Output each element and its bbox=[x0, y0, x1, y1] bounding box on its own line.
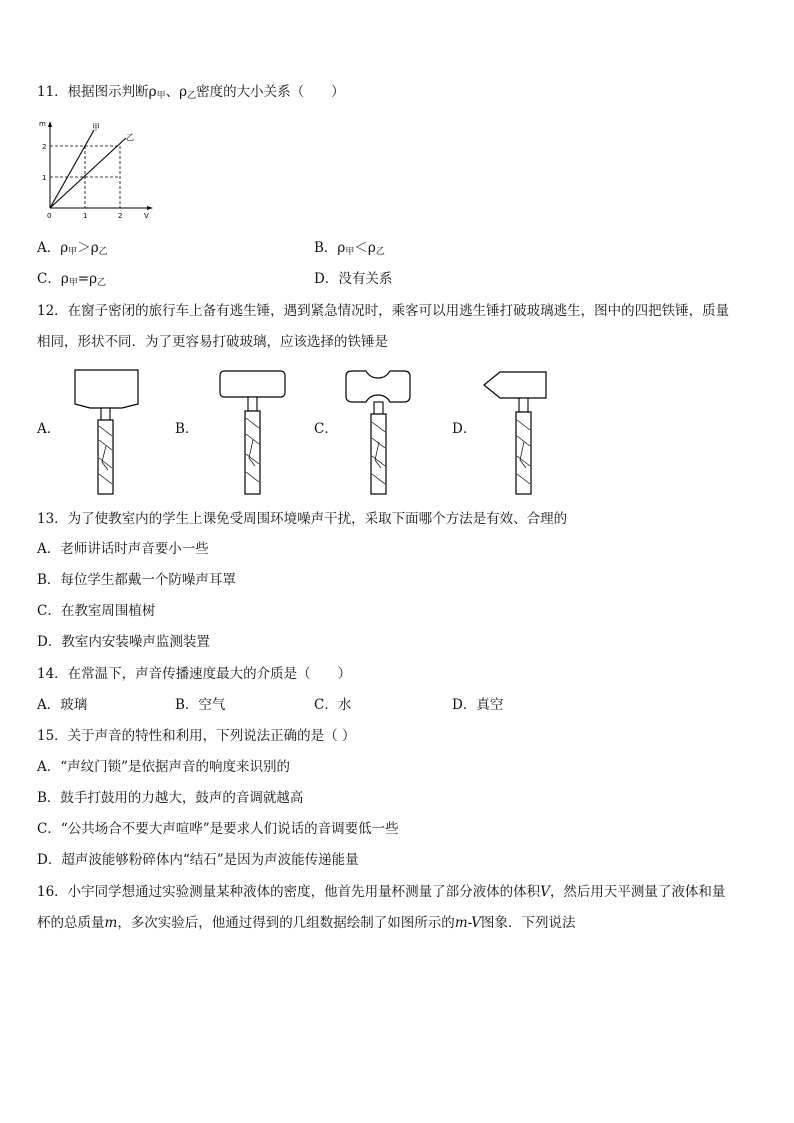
line-label-yi: 乙 bbox=[126, 133, 134, 142]
line-yi bbox=[50, 138, 126, 208]
x-axis-label: V bbox=[144, 212, 149, 220]
q14-stem: 14．在常温下，声音传播速度最大的介质是（ ） bbox=[37, 666, 352, 682]
y-tick: 1 bbox=[42, 174, 47, 182]
line-jia bbox=[50, 130, 94, 208]
q16-stem-line2 bbox=[37, 914, 575, 932]
q16-stem-line1 bbox=[37, 883, 725, 901]
q15-stem: 15．关于声音的特性和利用，下列说法正确的是（ ） bbox=[37, 728, 356, 744]
x-tick: 1 bbox=[83, 212, 88, 220]
option-text: A．ρ bbox=[37, 240, 69, 256]
q11-stem-part: 11．根据图示判断ρ bbox=[37, 84, 157, 100]
q12-stem-line2: 相同，形状不同．为了更容易打破玻璃，应该选择的铁锤是 bbox=[37, 334, 388, 350]
q16-var: m-V bbox=[454, 915, 481, 931]
x-tick: 0 bbox=[47, 212, 52, 220]
q13-option-d[interactable]: D．教室内安装噪声监测装置 bbox=[37, 634, 210, 650]
q11-option-b[interactable] bbox=[314, 239, 385, 261]
q16-text: 图象．下列说法 bbox=[480, 915, 576, 931]
hammer-b-image bbox=[206, 366, 286, 498]
q12-option-c-label[interactable]: C． bbox=[314, 421, 338, 437]
option-sub: 乙 bbox=[98, 247, 108, 257]
q11-option-a[interactable] bbox=[37, 239, 108, 261]
q16-text: 16．小宇同学想通过实验测量某种液体的密度，他首先用量杯测量了部分液体的体积 bbox=[37, 884, 541, 900]
q16-var: V bbox=[540, 884, 550, 900]
q12-option-d-label[interactable]: D． bbox=[452, 421, 477, 437]
option-text: B．ρ bbox=[314, 240, 346, 256]
q11-stem bbox=[37, 83, 345, 105]
option-text: D．没有关系 bbox=[314, 271, 393, 287]
option-text: =ρ bbox=[77, 271, 98, 287]
q11-option-c[interactable] bbox=[37, 270, 106, 292]
q12-option-a-label[interactable]: A． bbox=[37, 421, 61, 437]
q16-var: m bbox=[104, 915, 118, 931]
option-text: C．ρ bbox=[37, 271, 69, 287]
q14-option-d[interactable]: D．真空 bbox=[452, 697, 504, 713]
q12-stem-line1: 12．在窗子密闭的旅行车上备有逃生锤，遇到紧急情况时，乘客可以用逃生锤打破玻璃逃生，图中的四把铁锤，质量 bbox=[37, 303, 730, 319]
q13-option-a[interactable]: A．老师讲话时声音要小一些 bbox=[37, 541, 209, 557]
q15-option-a[interactable]: A．“声纹门锁”是依据声音的响度来识别的 bbox=[37, 759, 291, 775]
q15-option-c[interactable]: C．“公共场合不要大声喧哗”是要求人们说话的音调要低一些 bbox=[37, 821, 399, 837]
q13-option-b[interactable]: B．每位学生都戴一个防噪声耳罩 bbox=[37, 572, 236, 588]
q11-stem-part: 密度的大小关系（ ） bbox=[196, 84, 345, 100]
hammer-c-image bbox=[340, 366, 420, 498]
x-tick: 2 bbox=[118, 212, 123, 220]
q16-text: 杯的总质量 bbox=[37, 915, 105, 931]
y-axis-label: m bbox=[39, 120, 46, 128]
q14-option-a[interactable]: A．玻璃 bbox=[37, 697, 88, 713]
q16-text: ，然后用天平测量了液体和量 bbox=[549, 884, 726, 900]
option-sub: 甲 bbox=[68, 278, 78, 288]
option-sub: 乙 bbox=[97, 278, 107, 288]
q11-stem-part: 、ρ bbox=[165, 84, 188, 100]
option-text: ＞ρ bbox=[77, 240, 99, 256]
hammer-a-image bbox=[66, 366, 146, 498]
q14-option-c[interactable]: C．水 bbox=[314, 697, 352, 713]
q16-text: ，多次实验后，他通过得到的几组数据绘制了如图所示的 bbox=[117, 915, 455, 931]
y-tick: 2 bbox=[42, 143, 47, 151]
q15-option-b[interactable]: B．鼓手打鼓用的力越大，鼓声的音调就越高 bbox=[37, 790, 304, 806]
q14-option-b[interactable]: B．空气 bbox=[175, 697, 226, 713]
q13-option-c[interactable]: C．在教室周围植树 bbox=[37, 603, 156, 619]
option-text: ＜ρ bbox=[354, 240, 376, 256]
q12-option-b-label[interactable]: B． bbox=[175, 421, 199, 437]
q11-stem-sub: 乙 bbox=[187, 91, 197, 101]
q15-option-d[interactable]: D．超声波能够粉碎体内“结石”是因为声波能传递能量 bbox=[37, 852, 359, 868]
line-label-jia: 甲 bbox=[92, 123, 100, 132]
q11-option-d[interactable] bbox=[314, 270, 392, 288]
option-sub: 乙 bbox=[375, 247, 385, 257]
option-sub: 甲 bbox=[68, 247, 78, 257]
q13-stem: 13．为了使教室内的学生上课免受周围环境噪声干扰，采取下面哪个方法是有效、合理的 bbox=[37, 511, 568, 527]
q11-mv-graph bbox=[38, 118, 156, 222]
q11-stem-sub: 甲 bbox=[156, 91, 166, 101]
hammer-d-image bbox=[474, 366, 554, 498]
option-sub: 甲 bbox=[345, 247, 355, 257]
